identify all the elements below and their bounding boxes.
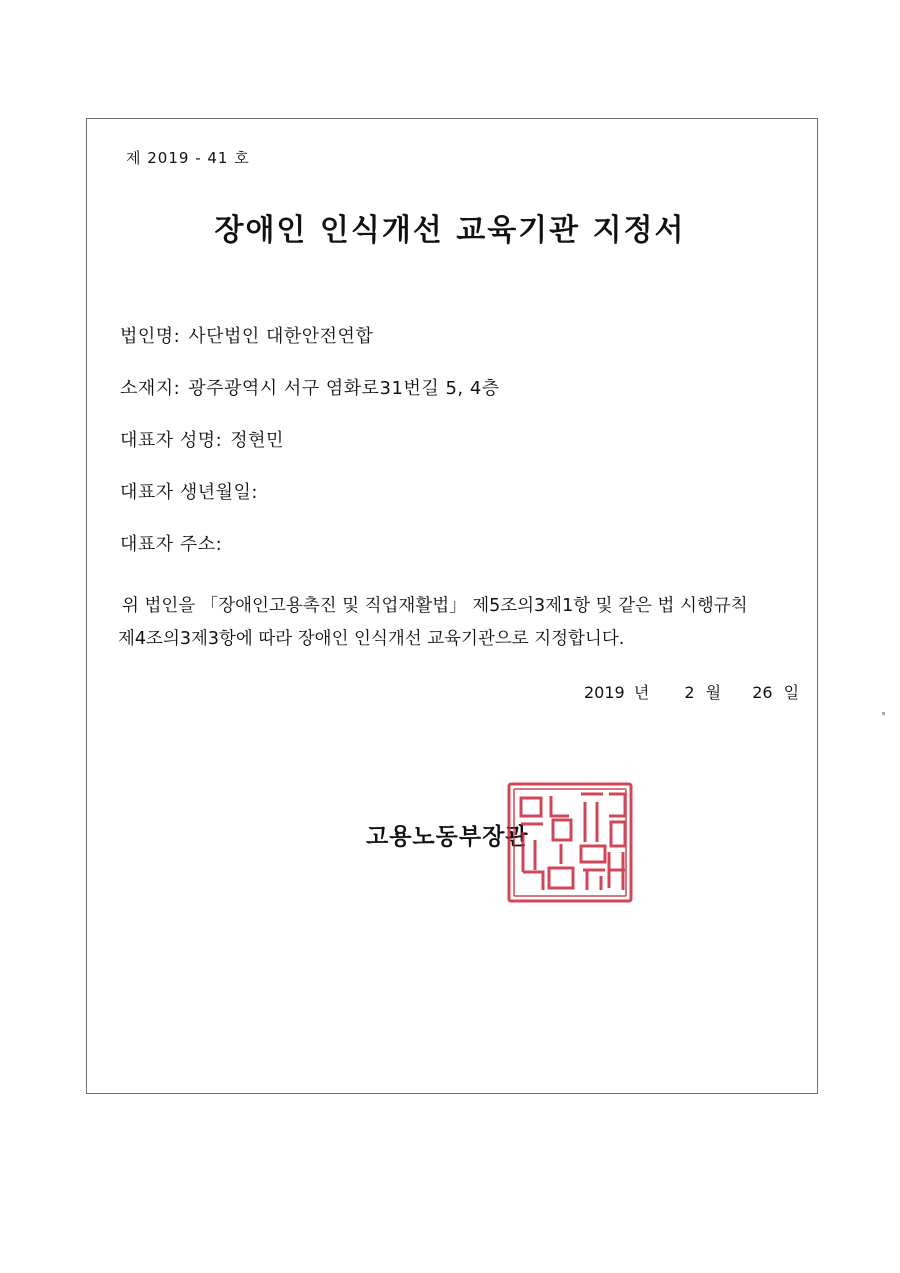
issue-date bbox=[584, 680, 799, 703]
official-seal-icon bbox=[505, 780, 635, 905]
field-value: 광주광역시 서구 염화로31번길 5, 4층 bbox=[188, 378, 500, 399]
document-title: 장애인 인식개선 교육기관 지정서 bbox=[214, 213, 686, 248]
designation-statement bbox=[118, 590, 818, 656]
scan-speck bbox=[882, 712, 885, 715]
field-label: 법인명: bbox=[120, 326, 181, 347]
statement-line-2: 제4조의3제3항에 따라 장애인 인식개선 교육기관으로 지정합니다. bbox=[118, 629, 625, 649]
date-year-unit: 년 bbox=[633, 683, 650, 702]
field-representative-name bbox=[120, 426, 284, 452]
field-corporation-name bbox=[120, 322, 373, 348]
field-label: 대표자 성명: bbox=[120, 430, 223, 451]
field-value: 사단법인 대한안전연합 bbox=[188, 326, 374, 347]
field-representative-birthdate bbox=[120, 478, 266, 504]
statement-line-1: 위 법인을 「장애인고용촉진 및 직업재활법」 제5조의3제1항 및 같은 법 시행규칙 bbox=[122, 596, 748, 616]
date-day: 26 bbox=[752, 683, 773, 702]
document-number: 제 2019 - 41 호 bbox=[126, 149, 250, 167]
date-year: 2019 bbox=[584, 683, 625, 702]
date-month: 2 bbox=[684, 683, 695, 702]
field-value: 정현민 bbox=[230, 430, 284, 451]
field-representative-address bbox=[120, 530, 230, 556]
field-location bbox=[120, 374, 500, 400]
date-day-unit: 일 bbox=[783, 683, 800, 702]
field-label: 대표자 생년월일: bbox=[120, 482, 259, 503]
issuer-name: 고용노동부장관 bbox=[366, 824, 529, 850]
field-label: 소재지: bbox=[120, 378, 181, 399]
field-label: 대표자 주소: bbox=[120, 534, 223, 555]
date-month-unit: 월 bbox=[705, 683, 722, 702]
